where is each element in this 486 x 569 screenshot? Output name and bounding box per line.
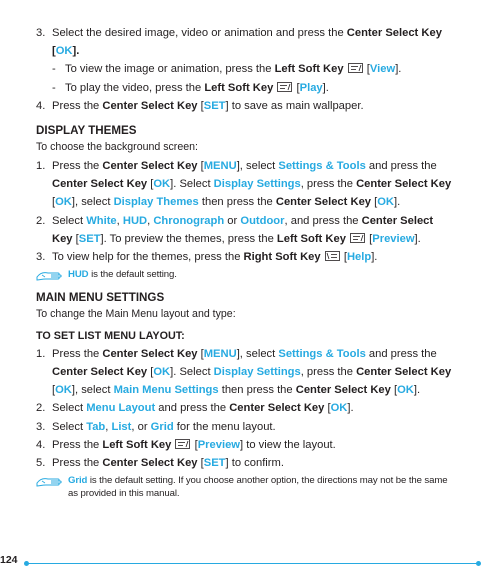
softkey-label: SET	[203, 99, 226, 112]
bracket: [	[52, 196, 56, 209]
softkey-label: SET	[203, 456, 226, 469]
key-name: Center Select Key	[229, 402, 325, 415]
layout-option: Grid	[68, 475, 88, 487]
step-text: ]. Select	[170, 365, 214, 378]
key-name: Left Soft Key	[102, 438, 172, 451]
separator: ,	[105, 420, 112, 433]
key-name: Center Select Key	[356, 178, 452, 191]
main-menu-step-1	[36, 345, 456, 400]
bracket: [	[197, 456, 204, 469]
note-hud-default	[36, 269, 456, 282]
key-name: Center Select Key	[52, 365, 148, 378]
softkey-label: Play	[299, 81, 323, 94]
step-text: ], select	[236, 160, 279, 173]
note-hand-icon	[36, 268, 64, 282]
main-menu-steps	[36, 345, 456, 472]
key-name: Center Select Key	[102, 456, 198, 469]
key-name: Center Select Key	[346, 27, 442, 39]
wallpaper-substeps	[52, 60, 456, 96]
bracket: [	[293, 81, 300, 94]
substep-play	[52, 79, 456, 97]
separator: ,	[147, 214, 154, 227]
softkey-label: MENU	[203, 347, 237, 360]
step-text: and press the	[155, 402, 230, 415]
layout-option: List	[111, 420, 132, 433]
step-number: 1.	[36, 347, 46, 360]
step-text: for the menu layout.	[173, 420, 276, 433]
left-soft-key-icon	[175, 439, 190, 449]
theme-option: White	[86, 214, 117, 227]
softkey-label: OK	[55, 384, 72, 397]
section-heading-main-menu: MAIN MENU SETTINGS	[36, 290, 165, 304]
bracket: ].	[394, 196, 401, 209]
key-name: Center Select Key	[275, 196, 372, 209]
step-text: Press the	[52, 347, 103, 360]
bracket: [	[371, 196, 378, 209]
dash: -	[52, 63, 56, 76]
note-text: is the default setting.	[88, 269, 177, 281]
substep-view	[52, 60, 456, 78]
softkey-label: OK	[330, 402, 348, 415]
step-number: 3.	[36, 251, 46, 264]
step-number: 3.	[36, 27, 46, 39]
step-text: ], select	[71, 384, 114, 397]
softkey-label: OK	[397, 384, 414, 397]
bracket: ].	[413, 384, 421, 397]
step-text: Press the	[52, 456, 103, 469]
step-text: then press the	[198, 196, 276, 209]
step-text: ]. To preview the themes, press the	[100, 232, 277, 245]
section-intro: To change the Main Menu layout and type:	[36, 307, 236, 320]
bracket: [	[197, 347, 204, 360]
note-grid-default	[36, 475, 456, 500]
bracket: [	[390, 384, 398, 397]
step-text: Select	[52, 420, 87, 433]
layout-option: Tab	[86, 420, 106, 433]
step-text: , press the	[300, 178, 357, 191]
step-text: ]. Select	[170, 178, 214, 191]
step-text: Select	[52, 402, 87, 415]
left-soft-key-icon	[348, 63, 363, 73]
bracket: [	[340, 251, 347, 264]
key-name: Center Select Key	[52, 178, 148, 191]
key-name: Center Select Key	[102, 99, 198, 112]
step-text: and press the	[365, 347, 437, 360]
footer-dot-right	[476, 561, 481, 566]
main-menu-step-4	[36, 436, 456, 454]
key-name: Left Soft Key	[276, 232, 346, 245]
key-name: Center Select Key	[356, 365, 452, 378]
dash: -	[52, 81, 56, 94]
display-themes-steps	[36, 157, 456, 266]
step-text: then press the	[218, 384, 296, 397]
theme-option: Outdoor	[240, 214, 285, 227]
page-content	[36, 24, 456, 504]
menu-item: Display Settings	[213, 365, 301, 378]
step-text: To view the image or animation, press the	[65, 63, 275, 76]
key-name: Center Select	[361, 214, 434, 227]
menu-item: Display Themes	[113, 196, 199, 209]
bracket: [	[324, 402, 331, 415]
softkey-label: SET	[78, 232, 101, 245]
step-text: ] to confirm.	[225, 456, 284, 469]
menu-item: Settings & Tools	[278, 160, 366, 173]
softkey-label: OK	[153, 365, 171, 378]
key-name: Left Soft Key	[274, 63, 344, 76]
step-number: 5.	[36, 456, 46, 469]
step-text: and press the	[365, 160, 437, 173]
menu-item: Settings & Tools	[278, 347, 366, 360]
bracket: [	[72, 232, 79, 245]
softkey-label: Preview	[197, 438, 240, 451]
left-soft-key-icon	[350, 233, 365, 243]
softkey-label: OK	[377, 196, 395, 209]
softkey-label: OK	[153, 178, 171, 191]
step-text: Press the	[52, 99, 103, 112]
subheading-list-menu-layout: TO SET LIST MENU LAYOUT:	[36, 329, 185, 342]
step-text: ] to save as main wallpaper.	[225, 99, 364, 112]
section-intro: To choose the background screen:	[36, 141, 198, 154]
display-themes-step-3	[36, 248, 456, 266]
bracket: [	[191, 438, 198, 451]
step-number: 2.	[36, 214, 46, 227]
softkey-label: Preview	[372, 232, 415, 245]
bracket: [	[52, 384, 56, 397]
step-text: To view help for the themes, press the	[52, 251, 244, 264]
step-text: To play the video, press the	[65, 81, 205, 94]
bracket: [	[147, 365, 154, 378]
wallpaper-step-3	[36, 24, 456, 97]
key-name: Right Soft Key	[243, 251, 321, 264]
step-text: Press the	[52, 160, 103, 173]
softkey-label: Help	[346, 251, 372, 264]
softkey-label: OK	[55, 45, 73, 58]
step-text: ] to view the layout.	[240, 438, 336, 451]
separator: ,	[116, 214, 123, 227]
bracket: ].	[414, 232, 421, 245]
main-menu-step-3	[36, 418, 456, 436]
main-menu-step-5	[36, 454, 456, 472]
step-text: Select	[52, 214, 87, 227]
bracket: ].	[347, 402, 354, 415]
theme-option: HUD	[68, 269, 89, 281]
key-name: Left Soft Key	[204, 81, 274, 94]
step-number: 4.	[36, 99, 46, 112]
layout-option: Grid	[150, 420, 174, 433]
bracket: [	[363, 63, 370, 76]
theme-option: Chronograph	[153, 214, 225, 227]
main-menu-step-2	[36, 399, 456, 417]
step-number: 2.	[36, 402, 46, 415]
softkey-label: OK	[55, 196, 72, 209]
bracket: [	[52, 45, 56, 58]
bracket: [	[197, 99, 204, 112]
step-text: Press the	[52, 438, 103, 451]
softkey-label: View	[369, 63, 396, 76]
step-text: , and press the	[284, 214, 362, 227]
display-themes-step-1	[36, 157, 456, 212]
step-number: 1.	[36, 160, 46, 173]
wallpaper-steps	[36, 24, 456, 115]
bracket: [	[197, 160, 204, 173]
step-text: , press the	[300, 365, 357, 378]
separator: or	[224, 214, 241, 227]
note-text: is the default setting. If you choose another option, the directions may not be the same as provided in this manual.	[68, 475, 448, 499]
softkey-label: MENU	[203, 160, 237, 173]
bracket: ].	[322, 81, 329, 94]
menu-item: Main Menu Settings	[113, 384, 219, 397]
step-text: ], select	[236, 347, 279, 360]
theme-option: HUD	[122, 214, 148, 227]
step-number: 3.	[36, 420, 46, 433]
right-soft-key-icon	[325, 251, 340, 261]
key-name: Center Select Key	[102, 160, 198, 173]
step-number: 4.	[36, 438, 46, 451]
note-hand-icon	[36, 474, 64, 488]
page-number: 124	[0, 554, 18, 566]
bracket: [	[147, 178, 154, 191]
footer-rule	[26, 563, 478, 564]
menu-item: Display Settings	[213, 178, 301, 191]
step-text: ], select	[71, 196, 114, 209]
menu-item: Menu Layout	[86, 402, 156, 415]
separator: , or	[131, 420, 151, 433]
key-name: Center Select Key	[295, 384, 391, 397]
left-soft-key-icon	[277, 82, 292, 92]
section-heading-display-themes: DISPLAY THEMES	[36, 124, 137, 138]
bracket: ].	[72, 45, 80, 58]
bracket: ].	[371, 251, 378, 264]
bracket: [	[366, 232, 373, 245]
key-name: Center Select Key	[102, 347, 198, 360]
bracket: ].	[395, 63, 402, 76]
step-text: Select the desired image, video or animation and press the	[52, 27, 347, 39]
display-themes-step-2: 2. Select White, HUD, Chronograph or Outdoor, and press the Center Select Key [SET]. To preview the themes, press the Left Soft Key [Preview].	[36, 212, 456, 248]
wallpaper-step-4	[36, 97, 456, 115]
